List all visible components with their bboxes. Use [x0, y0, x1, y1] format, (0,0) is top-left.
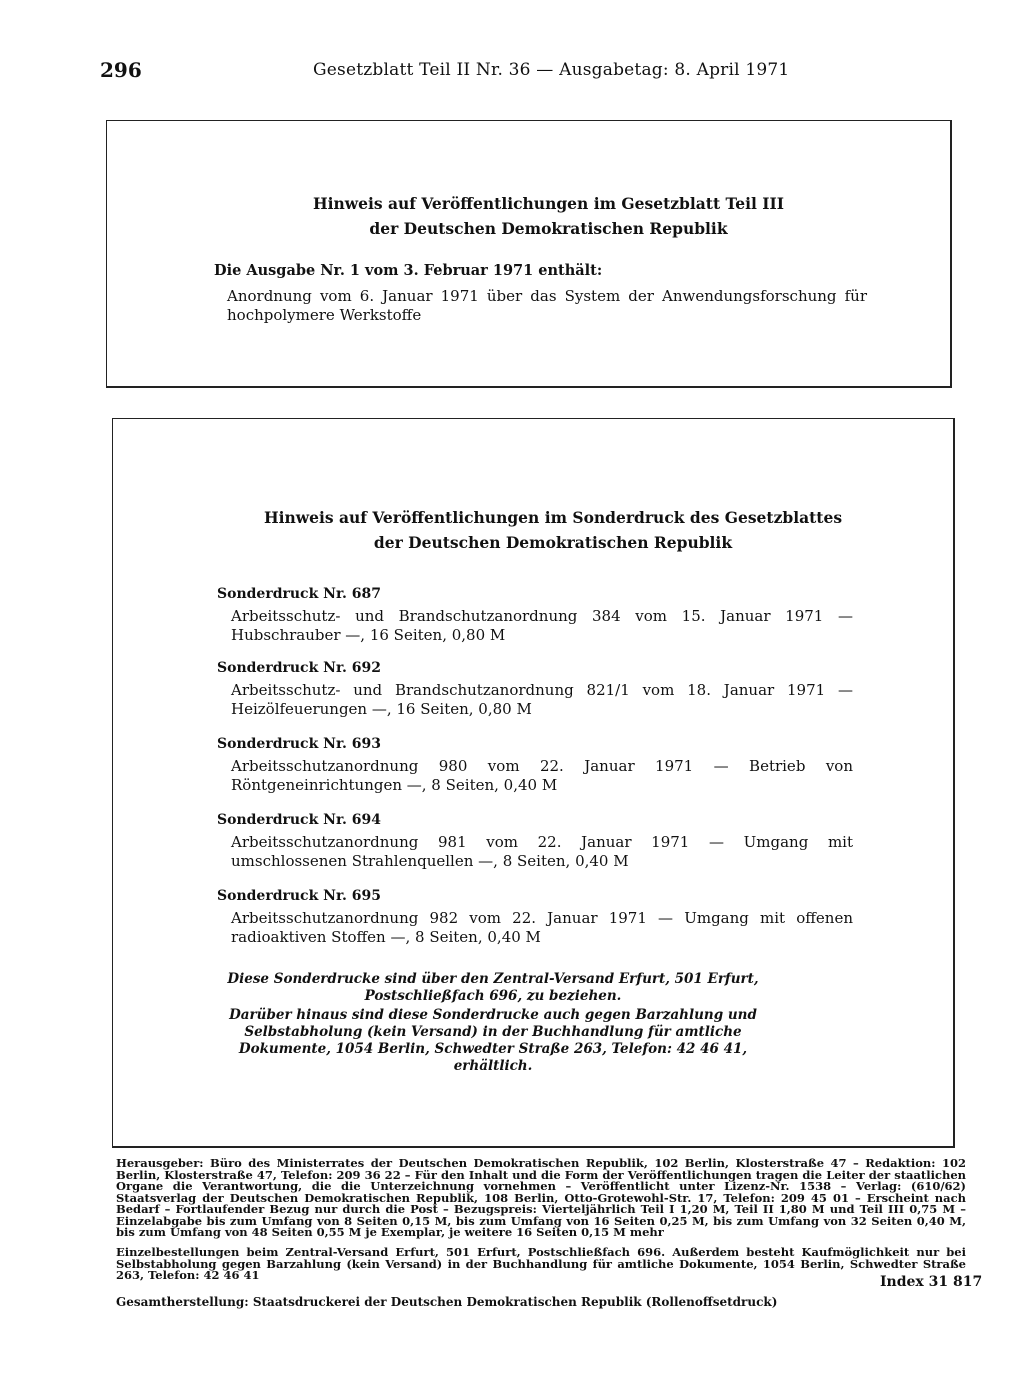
order-imprint: Einzelbestellungen beim Zentral-Versand Erfurt, 501 Erfurt, Postschließfach 696. Außerdem besteht Kaufmöglichkeit nur bei Selbstabholung gegen Barzahlung (kein Versand) in der Buchhandlung für amtliche Dokumente, 1054 Berlin, Schwedter Straße 263, Telefon: 42 46 41	[116, 1245, 966, 1282]
box1-content: Anordnung vom 6. Januar 1971 über das System der Anwendungsforschung für hochpolymere Werkstoffe	[227, 287, 867, 324]
header-title: Gesetzblatt Teil II Nr. 36 — Ausgabetag: 8. April 1971	[313, 60, 790, 80]
box1-issue: Die Ausgabe Nr. 1 vom 3. Februar 1971 enthält:	[214, 262, 603, 279]
box2-title-line2: der Deutschen Demokratischen Republik	[373, 533, 733, 552]
page-header	[100, 58, 800, 84]
box1-title-line2: der Deutschen Demokratischen Republik	[369, 219, 728, 238]
entry-title: Sonderdruck Nr. 687	[217, 586, 382, 602]
box2-title	[113, 505, 953, 555]
order-note: Diese Sonderdrucke sind über den Zentral-Versand Erfurt, 501 Erfurt, Postschließfach 696, zu beziehen.	[227, 971, 759, 1004]
notice-box-sonderdruck	[112, 418, 955, 1148]
entry-title: Sonderdruck Nr. 693	[217, 736, 382, 752]
box2-title-line1: Hinweis auf Veröffentlichungen im Sonderdruck des Gesetzblattes	[263, 508, 843, 527]
entry-text: Arbeitsschutz- und Brandschutzanordnung 821/1 vom 18. Januar 1971 — Heizölfeuerungen —, 16 Seiten, 0,80 M	[231, 681, 853, 718]
sonderdruck-entry	[217, 585, 853, 645]
publisher-imprint: Herausgeber: Büro des Ministerrates der Deutschen Demokratischen Republik, 102 Berlin, Klosterstraße 47 – Redaktion: 102 Berlin, Klosterstraße 47, Telefon: 209 36 22 – Für den Inhalt und die Form der Veröffentlichungen tragen die Leiter der staatlichen Organe die Verantwortung, die die Unterzeichnung vornehmen – Veröffentlicht unter Lizenz-Nr. 1538 – Verlag: (610/62) Staatsverlag der Deutschen Demokratischen Republik, 108 Berlin, Otto-Grotewohl-Str. 17, Telefon: 209 45 01 – Erscheint nach Bedarf – Fortlaufender Bezug nur durch die Post – Bezugspreis: Vierteljährlich Teil I 1,20 M, Teil II 1,80 M und Teil III 0,75 M – Einzelabgabe bis zum Umfang von 8 Seiten 0,15 M, bis zum Umfang von 16 Seiten 0,25 M, bis zum Umfang von 32 Seiten 0,40 M, bis zum Umfang von 48 Seiten 0,55 M je Exemplar, je weitere 16 Seiten 0,15 M mehr	[116, 1156, 966, 1239]
box1-title-line1: Hinweis auf Veröffentlichungen im Gesetzblatt Teil III	[312, 194, 785, 213]
entry-text: Arbeitsschutzanordnung 981 vom 22. Januar 1971 — Umgang mit umschlossenen Strahlenquellen —, 8 Seiten, 0,40 M	[231, 833, 853, 870]
entry-title: Sonderdruck Nr. 695	[217, 888, 382, 904]
entry-text: Arbeitsschutzanordnung 980 vom 22. Januar 1971 — Betrieb von Röntgeneinrichtungen —, 8 Seiten, 0,40 M	[231, 757, 853, 794]
entry-title: Sonderdruck Nr. 692	[217, 660, 382, 676]
index-number: Index 31 817	[880, 1274, 983, 1290]
sonderdruck-entry	[217, 659, 853, 719]
page-number: 296	[100, 58, 142, 82]
entry-title: Sonderdruck Nr. 694	[217, 812, 382, 828]
production-imprint: Gesamtherstellung: Staatsdruckerei der Deutschen Demokratischen Republik (Rollenoffsetdruck)	[116, 1295, 778, 1309]
pickup-note: Darüber hinaus sind diese Sonderdrucke auch gegen Barzahlung und Selbstabholung (kein Versand) in der Buchhandlung für amtliche Dokumente, 1054 Berlin, Schwedter Straße 263, Telefon: 42 46 41, erhältlich.	[229, 1007, 757, 1074]
entry-text: Arbeitsschutz- und Brandschutzanordnung 384 vom 15. Januar 1971 — Hubschrauber —, 16 Seiten, 0,80 M	[231, 607, 853, 644]
sonderdruck-entry	[217, 887, 853, 947]
box1-title	[107, 191, 950, 241]
entry-text: Arbeitsschutzanordnung 982 vom 22. Januar 1971 — Umgang mit offenen radioaktiven Stoffen —, 8 Seiten, 0,40 M	[231, 909, 853, 946]
notice-box-gesetzblatt-teil-iii	[106, 120, 952, 388]
sonderdruck-entry	[217, 811, 853, 871]
sonderdruck-entry	[217, 735, 853, 795]
